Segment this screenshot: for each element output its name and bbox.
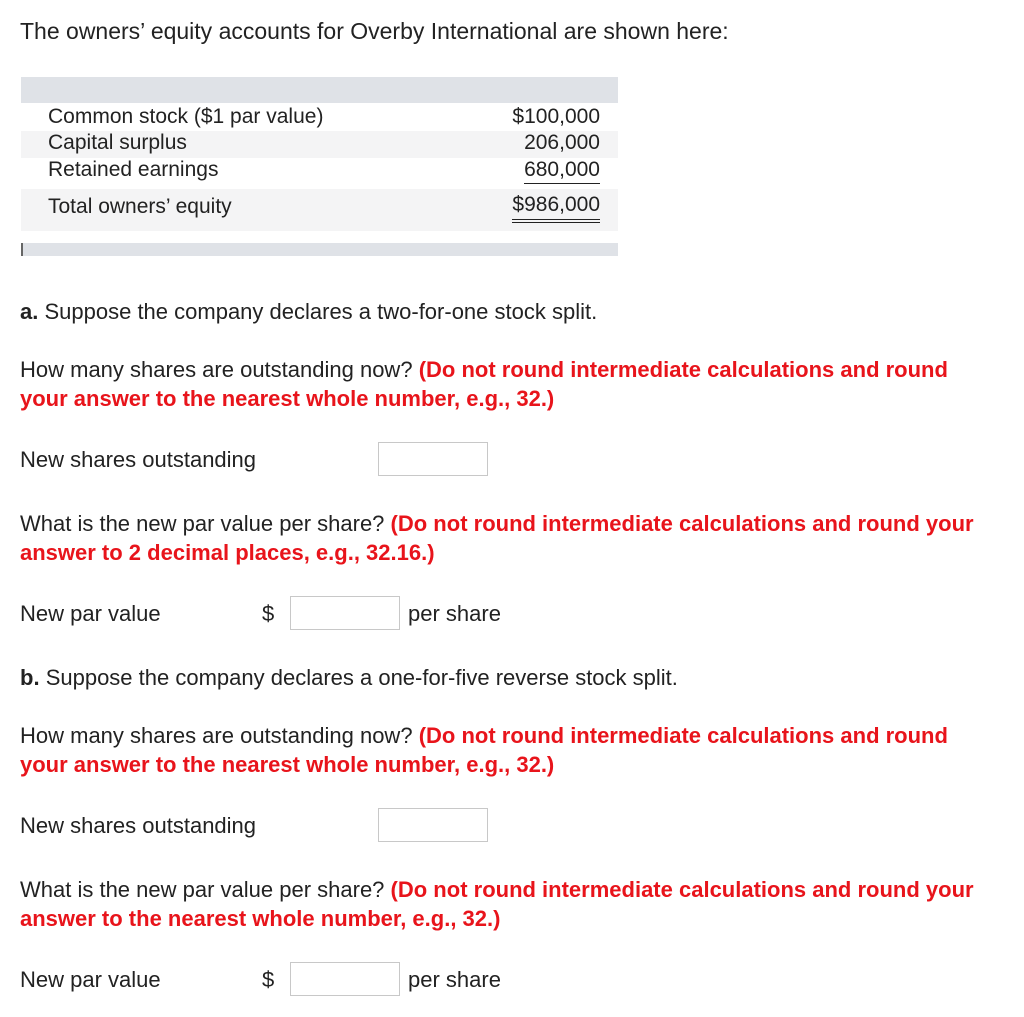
row-value: 206,000 [524, 131, 600, 154]
question-text: How many shares are outstanding now? [20, 357, 413, 382]
dollar-sign: $ [262, 601, 275, 626]
instruction-text: (Do not round intermediate calculations and round your answer to the nearest whole number, e.g., 32.) [20, 357, 948, 411]
row-label: Capital surplus [48, 131, 187, 154]
per-share-unit: per share [408, 967, 501, 992]
equity-table [21, 77, 618, 256]
table-row [21, 158, 618, 185]
dollar-sign: $ [262, 967, 275, 992]
table-header-band [21, 77, 618, 103]
instruction-text: (Do not round intermediate calculations and round your answer to the nearest whole number, e.g., 32.) [20, 723, 948, 777]
instruction-text: (Do not round intermediate calculations and round your answer to 2 decimal places, e.g., 32.16.) [20, 511, 974, 565]
part-b-prompt [20, 663, 1000, 692]
instruction-text: (Do not round intermediate calculations and round your answer to the nearest whole number, e.g., 32.) [20, 877, 974, 931]
total-value: $986,000 [512, 193, 600, 223]
intro-text: The owners’ equity accounts for Overby International are shown here: [20, 18, 729, 44]
part-b-q2 [20, 875, 1000, 933]
table-row [21, 131, 618, 158]
part-a-letter: a. [20, 299, 39, 324]
new-par-label-a: New par value [20, 601, 161, 626]
new-shares-label-a: New shares outstanding [20, 447, 257, 472]
total-row [21, 189, 618, 231]
part-a-prompt [20, 297, 1000, 326]
new-shares-label-b: New shares outstanding [20, 813, 257, 838]
row-value: 680,000 [524, 158, 600, 184]
new-par-input-b[interactable] [290, 962, 400, 996]
total-label: Total owners’ equity [48, 195, 232, 218]
part-b-prompt-text: Suppose the company declares a one-for-five reverse stock split. [45, 665, 678, 690]
row-label: Retained earnings [48, 158, 219, 181]
question-text: How many shares are outstanding now? [20, 723, 413, 748]
per-share-unit: per share [408, 601, 501, 626]
table-row [21, 105, 618, 132]
new-par-input-a[interactable] [290, 596, 400, 630]
part-a-q1 [20, 355, 1000, 413]
row-value: $100,000 [512, 105, 600, 128]
part-b-q1 [20, 721, 1000, 779]
part-a-q2 [20, 509, 1000, 567]
question-text: What is the new par value per share? [20, 877, 385, 902]
new-shares-input-a[interactable] [378, 442, 488, 476]
question-text: What is the new par value per share? [20, 511, 385, 536]
part-a-prompt-text: Suppose the company declares a two-for-one stock split. [44, 299, 598, 324]
new-shares-input-b[interactable] [378, 808, 488, 842]
table-footer-band [21, 243, 618, 256]
new-par-label-b: New par value [20, 967, 161, 992]
part-b-letter: b. [20, 665, 40, 690]
row-label: Common stock ($1 par value) [48, 105, 324, 128]
